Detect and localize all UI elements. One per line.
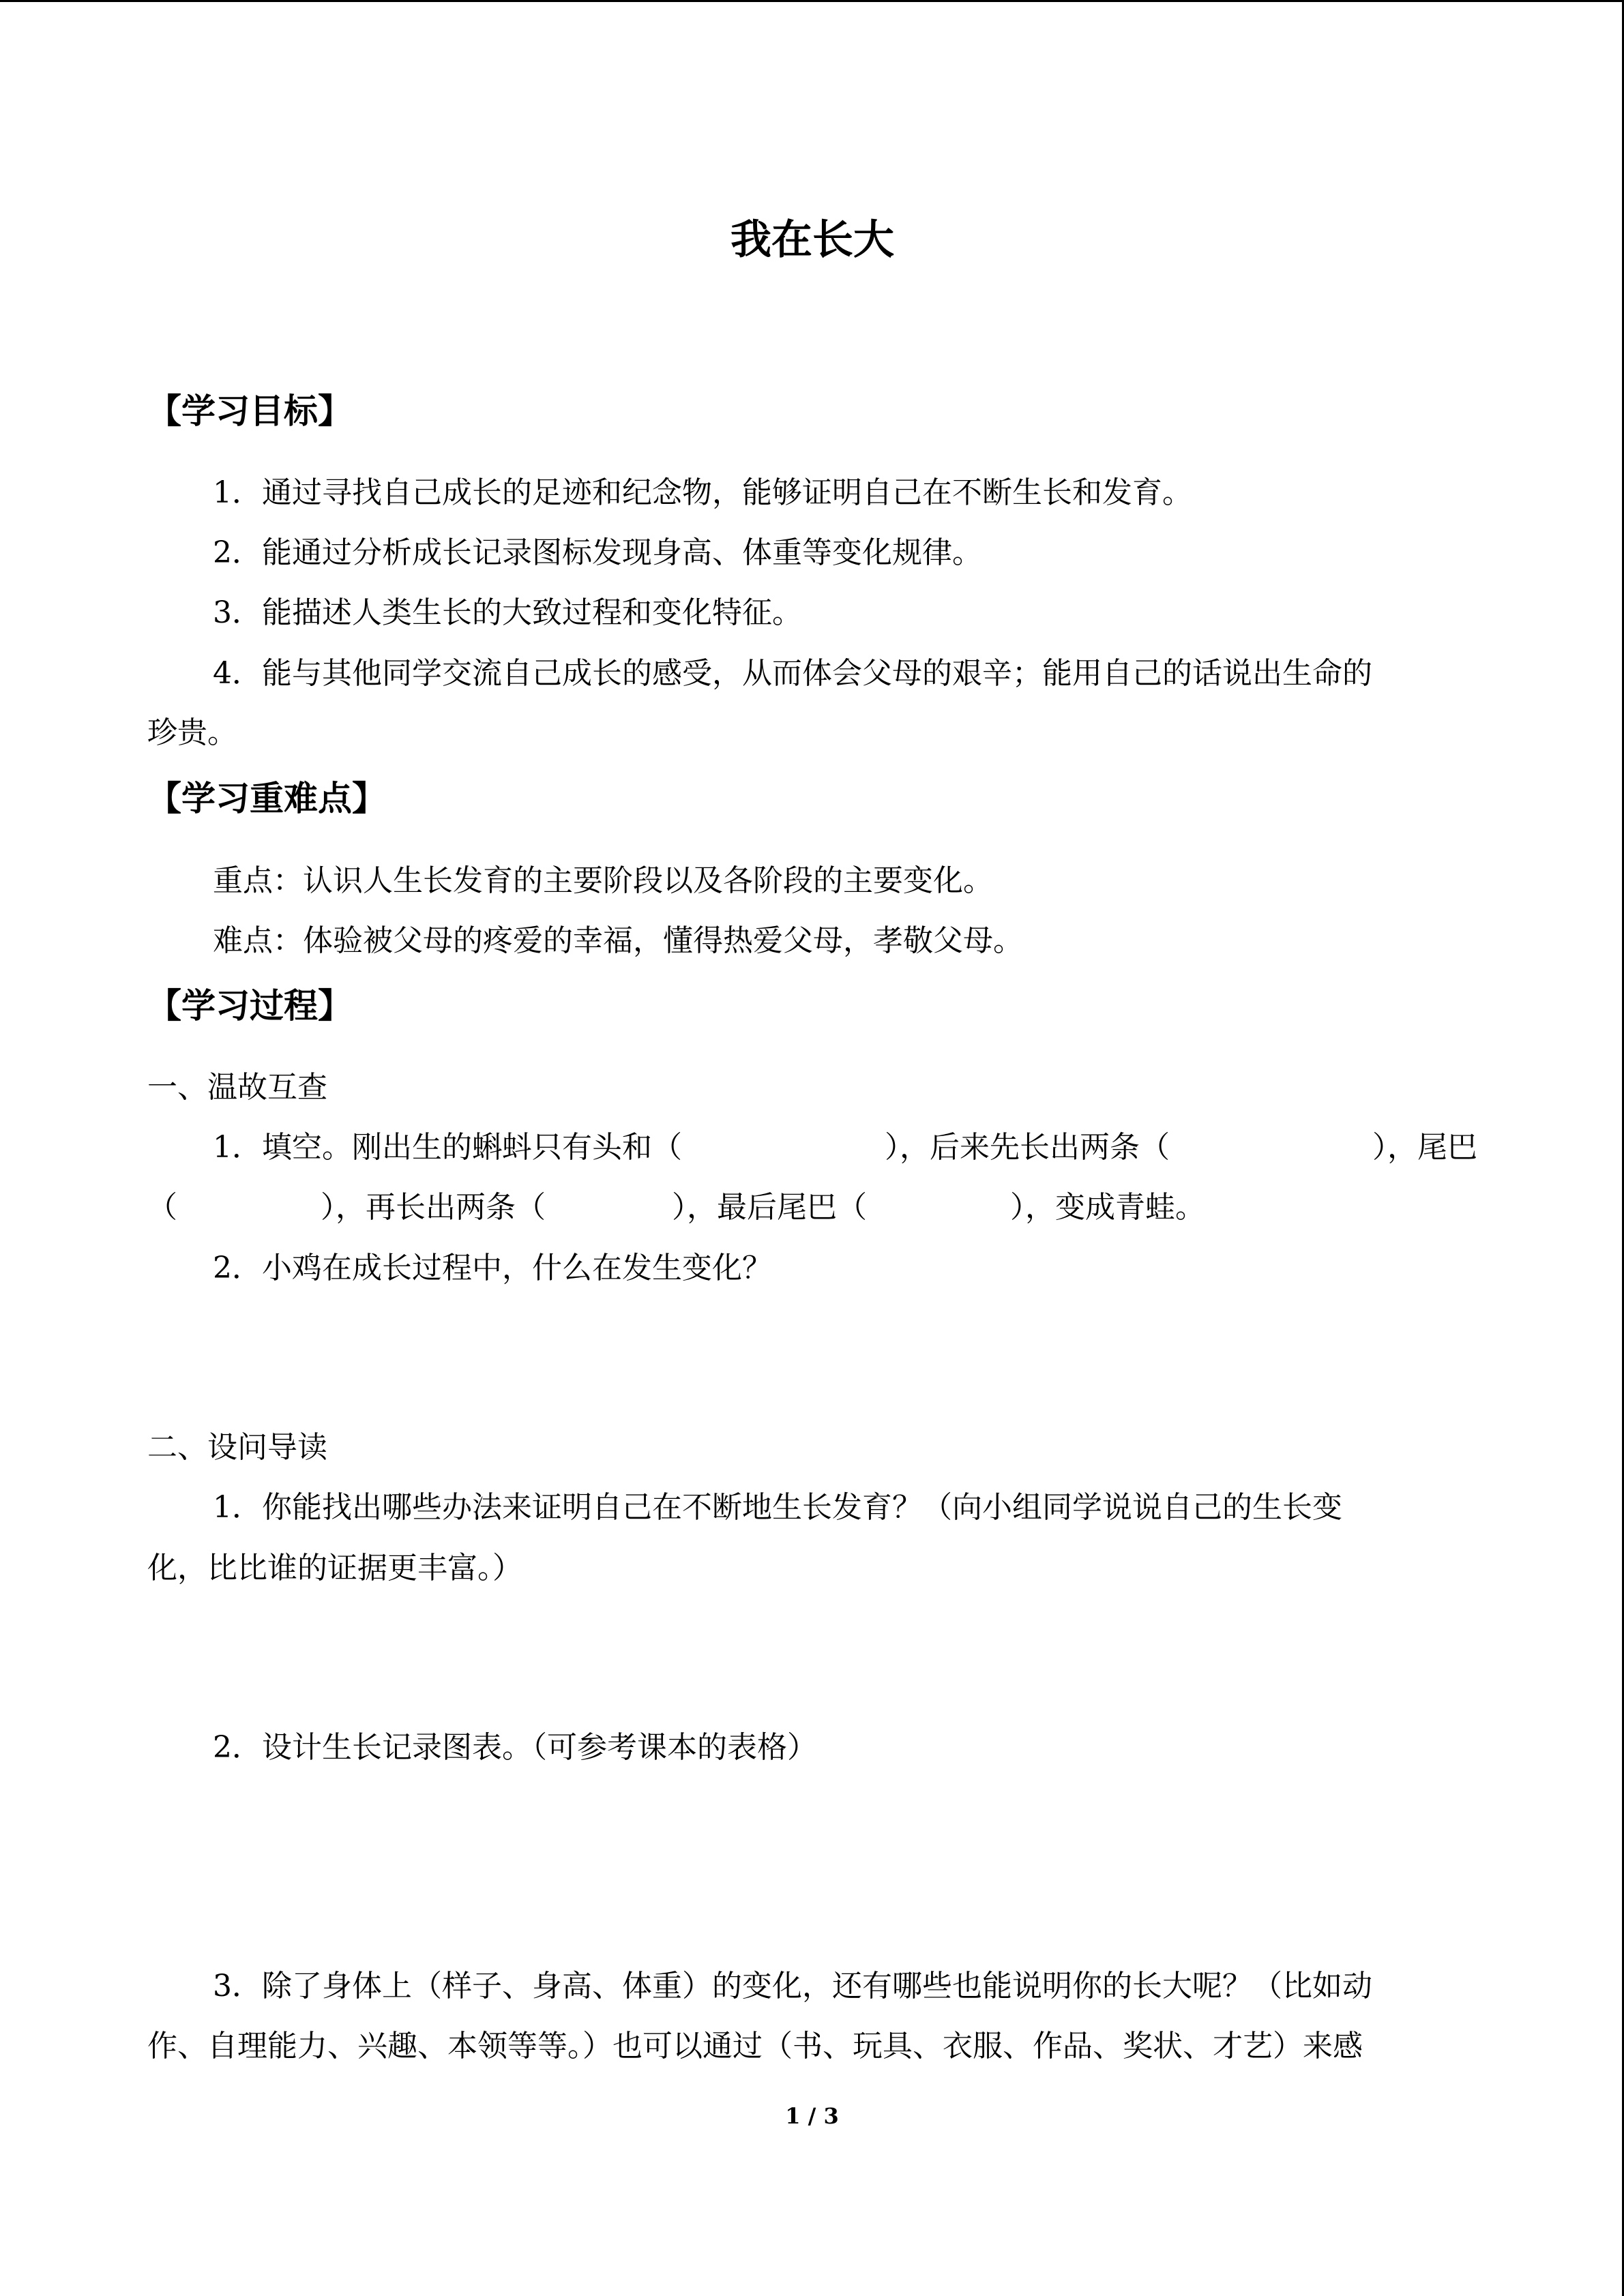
goal-item-4-continued: 珍贵。 [147, 715, 237, 750]
fill-blank-text-e: ），再长出两条（ [321, 1190, 546, 1225]
goal-item-2: 2．能通过分析成长记录图标发现身高、体重等变化规律。 [213, 535, 982, 570]
evidence-question-line-1: 1．你能找出哪些办法来证明自己在不断地生长发育？（向小组同学说说自己的生长变 [213, 1490, 1342, 1525]
growth-change-question-line-1: 3．除了身体上（样子、身高、体重）的变化，还有哪些也能说明你的长大呢？（比如动 [213, 1969, 1372, 2003]
key-point-item: 重点：认识人生长发育的主要阶段以及各阶段的主要变化。 [213, 863, 993, 898]
difficult-point-item: 难点：体验被父母的疼爱的幸福，懂得热爱父母，孝敬父母。 [213, 923, 1023, 958]
goal-item-3: 3．能描述人类生长的大致过程和变化特征。 [213, 595, 802, 630]
goal-item-4: 4．能与其他同学交流自己成长的感受，从而体会父母的艰辛；能用自己的话说出生命的 [213, 656, 1372, 691]
top-border-line [0, 0, 1624, 2]
evidence-question-line-2: 化，比比谁的证据更丰富。） [147, 1551, 522, 1585]
growth-chart-question: 2．设计生长记录图表。（可参考课本的表格） [213, 1730, 817, 1765]
fill-blank-text-g: ），变成青蛙。 [1010, 1190, 1205, 1225]
part-one-title: 一、温故互查 [147, 1070, 327, 1105]
heading-key-points: 【学习重难点】 [147, 779, 386, 818]
fill-blank-text-b: ），后来先长出两条（ [885, 1130, 1170, 1165]
heading-learning-goals: 【学习目标】 [147, 391, 352, 431]
fill-blank-question-line-1 [213, 1127, 1477, 1168]
chick-question: 2．小鸡在成长过程中，什么在发生变化？ [213, 1251, 772, 1285]
part-two-title: 二、设问导读 [147, 1430, 327, 1465]
fill-blank-text-a: 1．填空。刚出生的蝌蚪只有头和（ [213, 1130, 682, 1165]
fill-blank-question-line-2 [147, 1187, 1205, 1228]
fill-blank-text-d: （ [147, 1190, 177, 1225]
heading-learning-process: 【学习过程】 [147, 986, 352, 1026]
growth-change-question-line-2: 作、自理能力、兴趣、本领等等。）也可以通过（书、玩具、衣服、作品、奖状、才艺）来感 [147, 2029, 1363, 2063]
page-number: 1 / 3 [785, 2103, 839, 2129]
goal-item-1: 1．通过寻找自己成长的足迹和纪念物，能够证明自己在不断生长和发育。 [213, 475, 1192, 510]
fill-blank-text-f: ），最后尾巴（ [672, 1190, 867, 1225]
page-title: 我在长大 [730, 216, 894, 264]
fill-blank-text-c: ），尾巴 [1372, 1130, 1477, 1165]
